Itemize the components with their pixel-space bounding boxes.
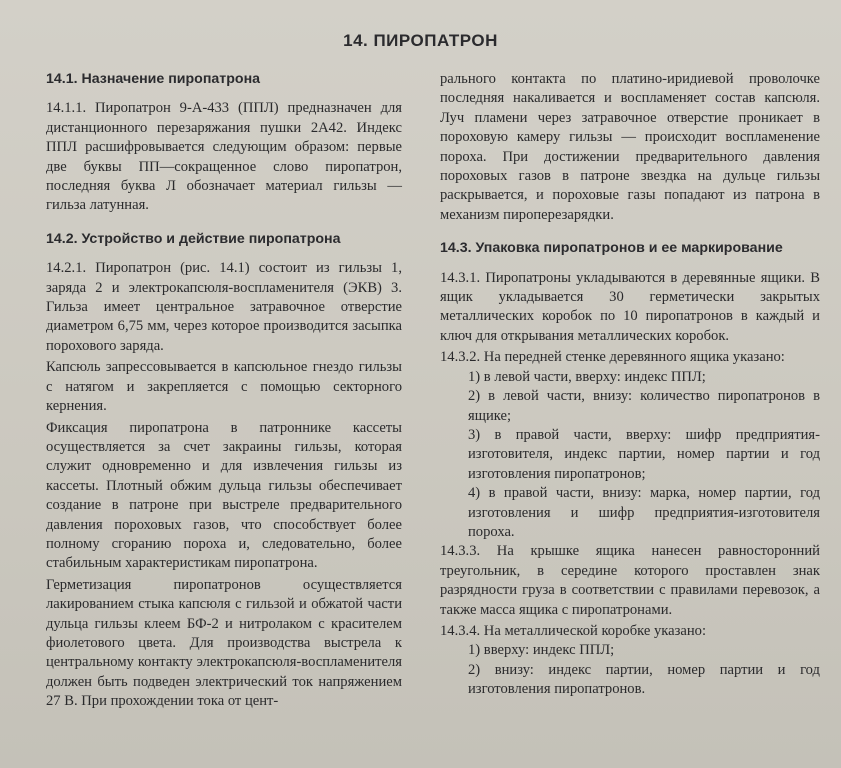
paragraph-sealing: Герметизация пиропатронов осуществляется лакированием стыка капсюля с гильзой и обжатой части дульца гильзы клеем БФ-2 и нитролаком с красителем фиолетового цвета. Для производства выстрела к центральному контакту электрокапсюля-воспламенителя должен быть подведен электрический ток напряжением 27 В. При прохождении тока от цент- [46,576,402,710]
left-column [46,70,402,712]
list-item: 1) вверху: индекс ППЛ; [468,642,615,659]
paragraph-14-1-1: 14.1.1. Пиропатрон 9-А-433 (ППЛ) предназначен для дистанционного перезаряжания пушки 2А42. Индекс ППЛ расшифровывается следующим образом: первые две буквы ПП—сокращенное слово пиропатрон, последняя буква Л обозначает материал гильзы — гильза латунная. [46,100,402,214]
list-item: 3) в правой части, вверху: шифр предприятия-изготовителя, индекс партии, номер партии и год изготовления пиропатронов; [468,426,820,482]
list-item: 4) в правой части, внизу: марка, номер партии, год изготовления и шифр предприятия-изготовителя пороха. [468,485,820,540]
paragraph-14-3-4: 14.3.4. На металлической коробке указано: [440,622,707,639]
paragraph-14-3-2: 14.3.2. На передней стенке деревянного ящика указано: [440,349,785,366]
paragraph-continuation: рального контакта по платино-иридиевой проволочке последняя накаливается и воспламеняет состав капсюля. Луч пламени через затравочное отверстие проникает в пороховую камеру гильзы — происходит воспламенение пороха. При достижении предварительного давления пороховых газов в патроне звездка на дульце гильзы раскрывается, и пороховые газы попадают из патрона в механизм пироперезарядки. [440,71,820,223]
paragraph-fixation: Фиксация пиропатрона в патроннике кассеты осуществляется за счет закраины гильзы, которая служит одновременно и для извлечения гильзы из кассеты. Плотный обжим дульца гильзы обеспечивает создание в патроне при выстреле предварительного давления пороховых газов, что способствует более полному сгоранию пороха и, следовательно, более стабильным характеристикам пиропатрона. [46,419,402,572]
page-title: 14. ПИРОПАТРОН [343,31,498,50]
section-heading-14-2: 14.2. Устройство и действие пиропатрона [46,230,341,247]
paragraph-capsule: Капсюль запрессовывается в капсюльное гнездо гильзы с натягом и закрепляется с помощью секторного кернения. [46,359,402,415]
section-heading-14-1: 14.1. Назначение пиропатрона [46,71,261,87]
list-item: 1) в левой части, вверху: индекс ППЛ; [468,368,706,385]
paragraph-14-3-1: 14.3.1. Пиропатроны укладываются в деревянные ящики. В ящик укладывается 30 герметически закрытых металлических коробок по 10 пиропатронов в каждый и ключ для открывания металлических коробок. [440,269,820,344]
right-column [440,70,820,700]
paragraph-14-3-3: 14.3.3. На крышке ящика нанесен равносторонний треугольник, в середине которого проставлен знак разрядности груза в соответствии с правилами перевозок, а также масса ящика с пиропатронами. [440,543,820,618]
list-item: 2) в левой части, внизу: количество пиропатронов в ящике; [468,388,820,424]
paragraph-14-2-1: 14.2.1. Пиропатрон (рис. 14.1) состоит из гильзы 1, заряда 2 и электрокапсюля-воспламенителя (ЭКВ) 3. Гильза имеет центральное затравочное отверстие диаметром 6,75 мм, через которое производится засыпка порохового заряда. [46,260,402,354]
section-heading-14-3: 14.3. Упаковка пиропатронов и ее маркирование [440,240,783,257]
list-item: 2) внизу: индекс партии, номер партии и год изготовления пиропатронов. [468,661,820,698]
